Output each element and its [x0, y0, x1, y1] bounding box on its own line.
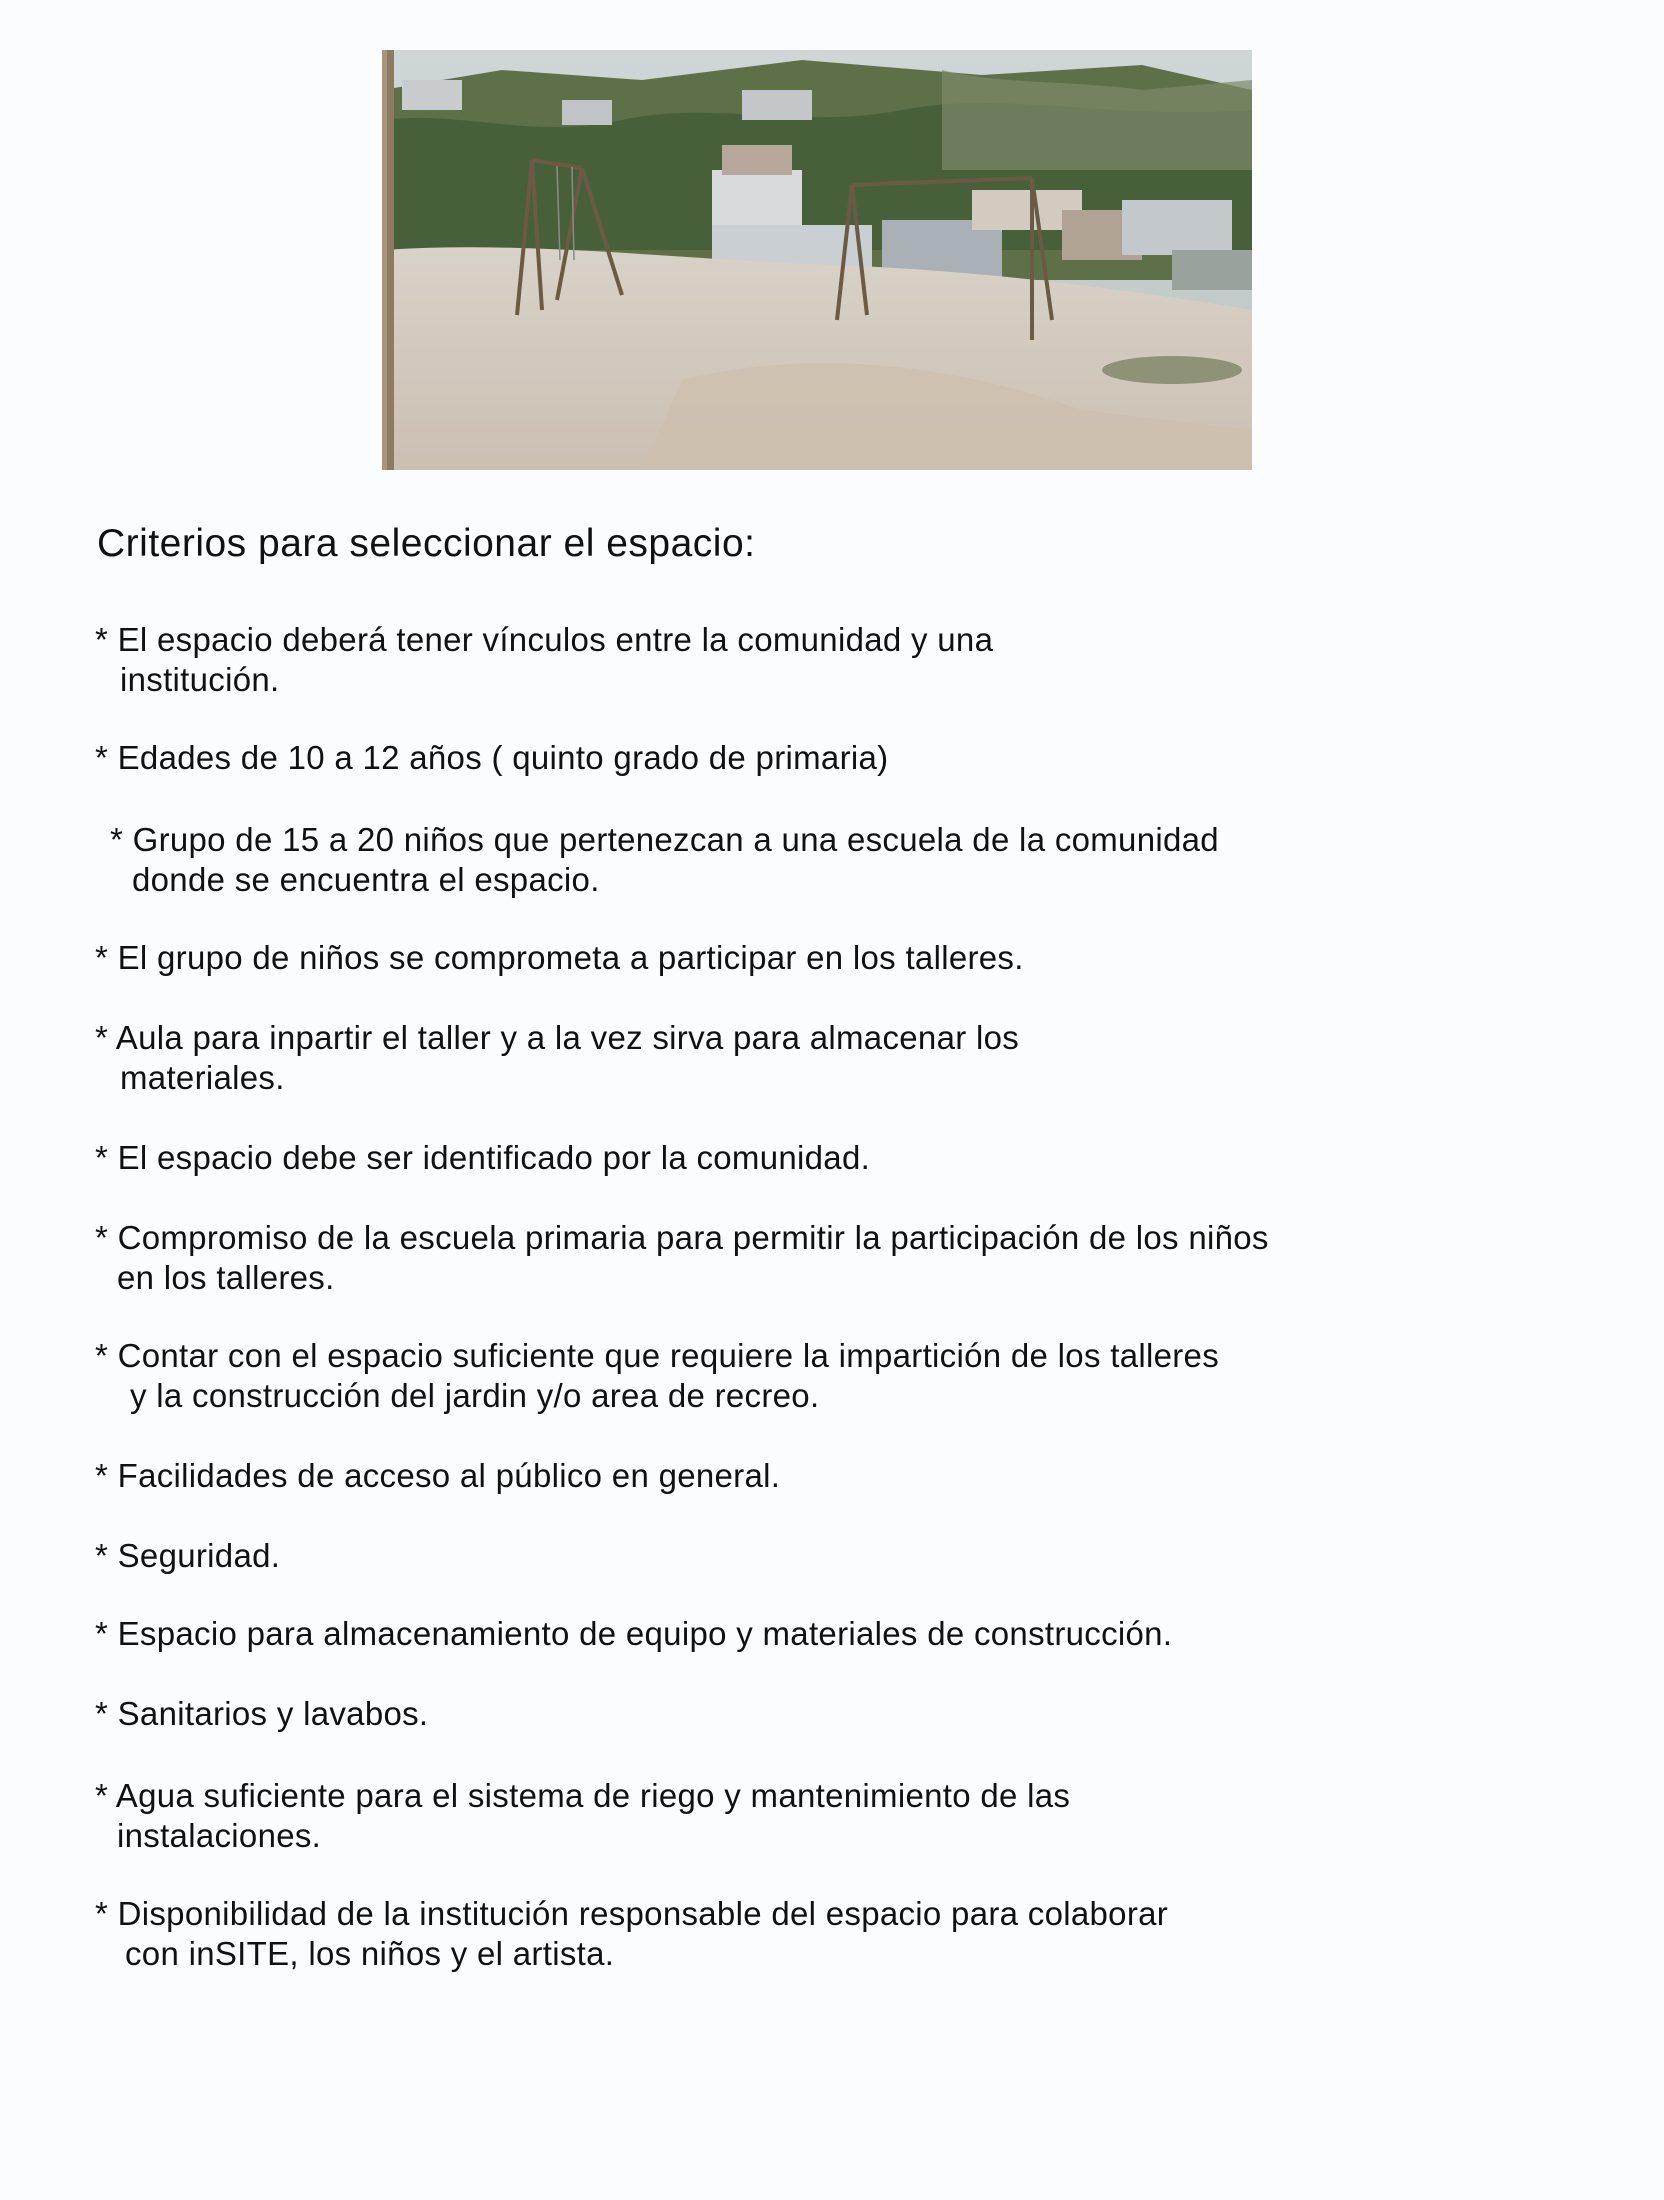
criterion-1-line1: * El espacio deberá tener vínculos entre la comunidad y una — [95, 621, 994, 658]
criterion-10 — [95, 1536, 280, 1576]
criterion-6-line1: * El espacio debe ser identificado por la comunidad. — [95, 1139, 871, 1176]
criterion-9-line1: * Facilidades de acceso al público en general. — [95, 1457, 781, 1494]
playground-photo-illustration — [382, 50, 1252, 470]
criterion-10-line1: * Seguridad. — [95, 1537, 281, 1574]
criterion-13-line2: instalaciones. — [117, 1817, 322, 1854]
criterion-3-line1: * Grupo de 15 a 20 niños que pertenezcan a una escuela de la comunidad — [110, 821, 1219, 858]
criterion-14-line2: con inSITE, los niños y el artista. — [125, 1935, 615, 1972]
criterion-3 — [110, 820, 1219, 900]
page-heading: Criterios para seleccionar el espacio: — [97, 522, 756, 565]
criterion-8-line2: y la construcción del jardin y/o area de recreo. — [130, 1377, 820, 1414]
criterion-1-line2: institución. — [120, 661, 280, 698]
criterion-14 — [95, 1894, 1168, 1974]
criterion-14-line1: * Disponibilidad de la institución responsable del espacio para colaborar — [95, 1895, 1169, 1932]
criterion-9 — [95, 1456, 780, 1496]
criterion-2-line1: * Edades de 10 a 12 años ( quinto grado de primaria) — [95, 739, 889, 776]
criterion-11-line1: * Espacio para almacenamiento de equipo y materiales de construcción. — [95, 1615, 1173, 1652]
criterion-13-line1: * Agua suficiente para el sistema de riego y mantenimiento de las — [95, 1777, 1071, 1814]
criterion-5-line1: * Aula para inpartir el taller y a la vez sirva para almacenar los — [95, 1019, 1020, 1056]
criterion-8-line1: * Contar con el espacio suficiente que requiere la impartición de los talleres — [95, 1337, 1220, 1374]
criterion-13 — [95, 1776, 1070, 1856]
criterion-6 — [95, 1138, 870, 1178]
criterion-1 — [95, 620, 993, 700]
criterion-7 — [95, 1218, 1269, 1298]
criterion-12 — [95, 1694, 428, 1734]
criterion-5 — [95, 1018, 1019, 1098]
criterion-2 — [95, 738, 888, 778]
criterion-3-line2: donde se encuentra el espacio. — [132, 861, 600, 898]
criterion-7-line1: * Compromiso de la escuela primaria para permitir la participación de los niños — [95, 1219, 1269, 1256]
criterion-5-line2: materiales. — [120, 1059, 285, 1096]
criterion-12-line1: * Sanitarios y lavabos. — [95, 1695, 429, 1732]
criterion-4 — [95, 938, 1024, 978]
criterion-7-line2: en los talleres. — [117, 1259, 335, 1296]
criterion-8 — [95, 1336, 1219, 1416]
criterion-11 — [95, 1614, 1172, 1654]
playground-photo — [382, 50, 1252, 470]
criterion-4-line1: * El grupo de niños se comprometa a participar en los talleres. — [95, 939, 1024, 976]
